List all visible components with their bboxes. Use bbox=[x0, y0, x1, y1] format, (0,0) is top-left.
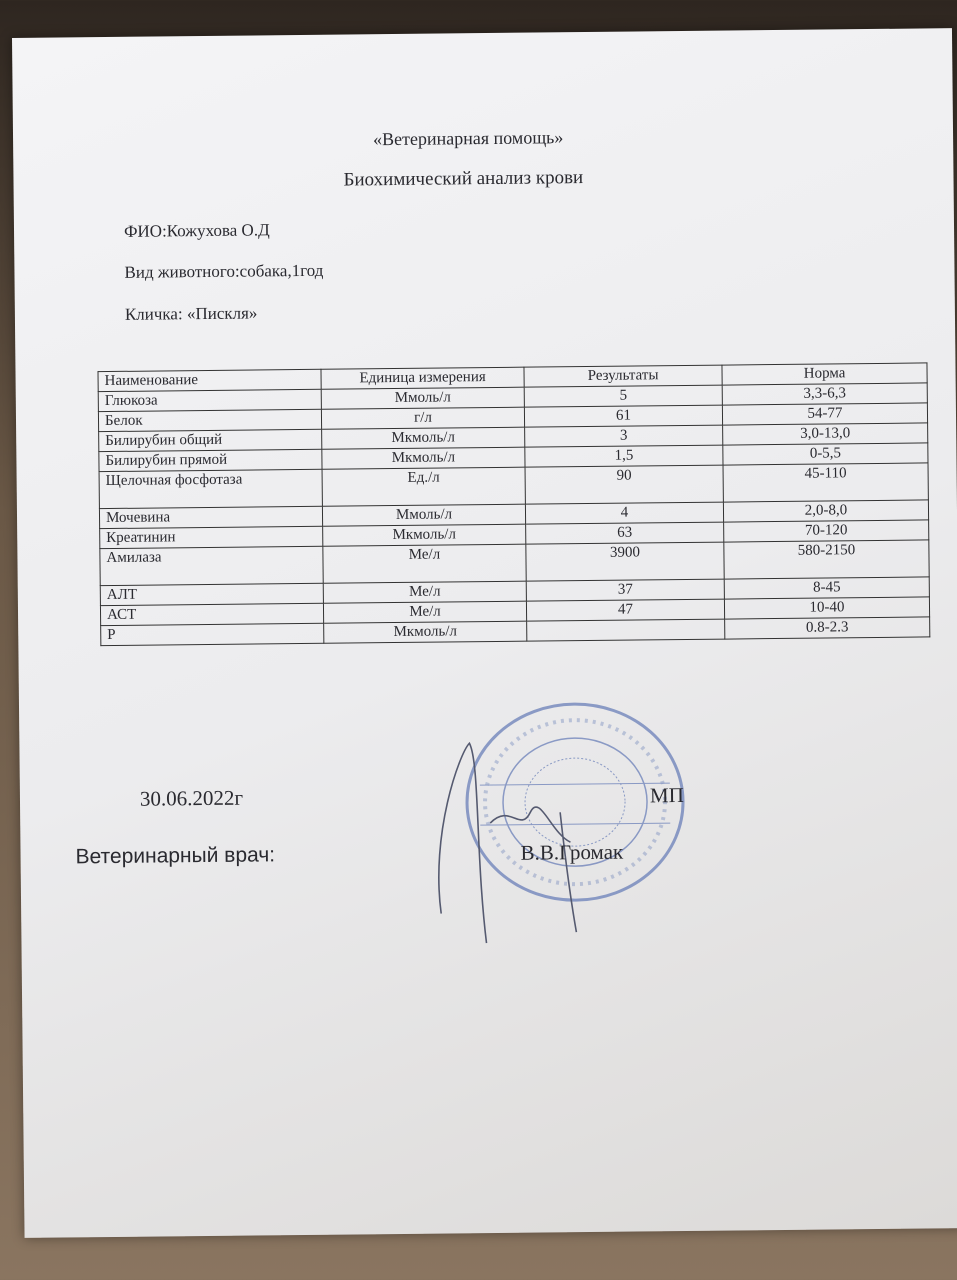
cell-result: 61 bbox=[524, 405, 722, 427]
cell-result: 63 bbox=[526, 522, 724, 544]
owner-name: ФИО:Кожухова О.Д bbox=[123, 220, 270, 241]
cell-name: Креатинин bbox=[100, 526, 323, 548]
cell-unit: Ме/л bbox=[323, 544, 526, 583]
animal-type: Вид животного:собака,1год bbox=[124, 260, 324, 282]
cell-norm: 2,0-8,0 bbox=[723, 500, 928, 522]
cell-name: Билирубин общий bbox=[99, 429, 322, 451]
document-title: Биохимический анализ крови bbox=[343, 167, 584, 191]
results-table bbox=[97, 362, 930, 646]
cell-unit: Мкмоль/л bbox=[322, 447, 525, 469]
cell-norm: 3,0-13,0 bbox=[723, 423, 928, 445]
pet-name: Кличка: «Пискля» bbox=[124, 303, 258, 324]
cell-result: 37 bbox=[526, 579, 724, 601]
cell-name: Амилаза bbox=[100, 546, 323, 585]
cell-unit: г/л bbox=[321, 407, 524, 429]
cell-unit: Ед./л bbox=[322, 467, 525, 506]
signature bbox=[419, 712, 622, 954]
cell-result: 3900 bbox=[526, 542, 724, 581]
clinic-name: «Ветеринарная помощь» bbox=[372, 127, 564, 150]
cell-result: 5 bbox=[524, 385, 722, 407]
cell-name: АЛТ bbox=[100, 583, 323, 605]
cell-norm: 0.8-2.3 bbox=[725, 617, 930, 639]
cell-name: Глюкоза bbox=[98, 389, 321, 411]
cell-result: 1,5 bbox=[525, 445, 723, 467]
cell-norm: 10-40 bbox=[724, 597, 929, 619]
cell-unit: Ме/л bbox=[323, 601, 526, 623]
cell-norm: 70-120 bbox=[724, 520, 929, 542]
doctor-name: В.В.Громак bbox=[520, 839, 624, 865]
cell-unit: Ммоль/л bbox=[321, 387, 524, 409]
header-unit: Единица измерения bbox=[321, 367, 524, 389]
cell-unit: Ммоль/л bbox=[322, 504, 525, 526]
date: 30.06.2022г bbox=[139, 785, 244, 811]
cell-unit: Мкмоль/л bbox=[323, 524, 526, 546]
doctor-label: Ветеринарный врач: bbox=[75, 843, 276, 869]
cell-result: 47 bbox=[526, 599, 724, 621]
header-name: Наименование bbox=[98, 369, 321, 391]
cell-norm: 54-77 bbox=[722, 403, 927, 425]
cell-result: 4 bbox=[525, 502, 723, 524]
cell-result: 3 bbox=[525, 425, 723, 447]
document-page bbox=[12, 28, 957, 1238]
cell-norm: 45-110 bbox=[723, 463, 928, 502]
cell-norm: 0-5,5 bbox=[723, 443, 928, 465]
cell-name: Щелочная фосфотаза bbox=[99, 469, 322, 508]
cell-name: P bbox=[101, 623, 324, 645]
cell-unit: Ме/л bbox=[323, 581, 526, 603]
cell-result: 90 bbox=[525, 465, 723, 504]
cell-name: АСТ bbox=[100, 603, 323, 625]
cell-name: Мочевина bbox=[99, 506, 322, 528]
cell-name: Белок bbox=[98, 409, 321, 431]
cell-unit: Мкмоль/л bbox=[324, 621, 527, 643]
cell-norm: 580-2150 bbox=[724, 540, 929, 579]
stamp-place-label: МП bbox=[649, 783, 684, 808]
cell-norm: 3,3-6,3 bbox=[722, 383, 927, 405]
cell-unit: Мкмоль/л bbox=[322, 427, 525, 449]
cell-name: Билирубин прямой bbox=[99, 449, 322, 471]
header-norm: Норма bbox=[722, 363, 927, 385]
header-result: Результаты bbox=[524, 365, 722, 387]
cell-result bbox=[527, 619, 725, 641]
cell-norm: 8-45 bbox=[724, 577, 929, 599]
